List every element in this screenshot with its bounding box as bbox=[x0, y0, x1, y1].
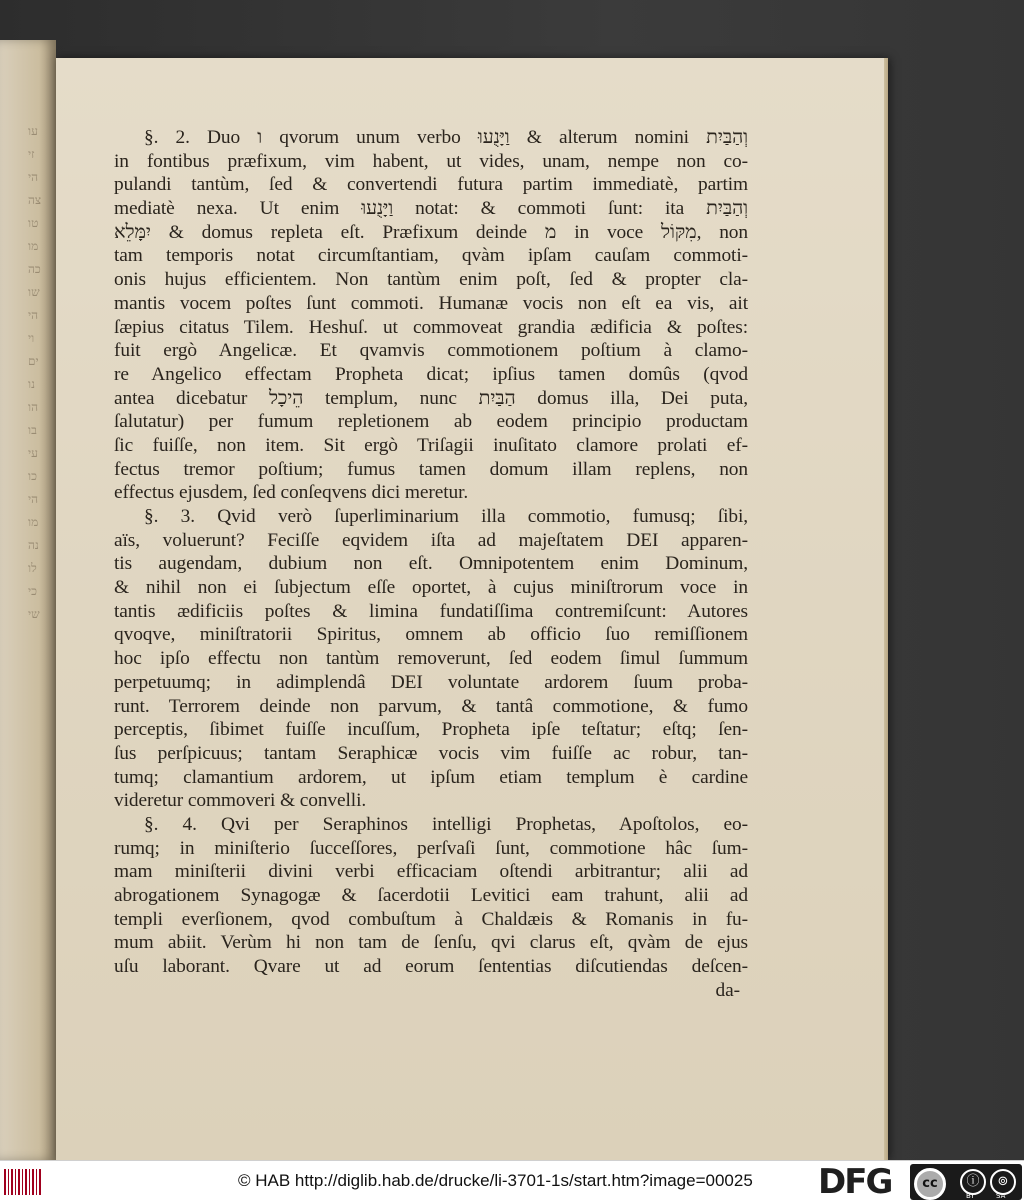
text-line: templi everſionem, qvod combuſtum à Chaldæis & Romanis in fu- bbox=[114, 908, 748, 930]
text-line: qvoqve, miniſtratorii Spiritus, omnem ab officio ſuo remiſſionem bbox=[114, 624, 748, 646]
footer-bar bbox=[0, 1160, 1024, 1203]
dfg-logo: DFG bbox=[818, 1162, 892, 1202]
page-edge bbox=[884, 58, 888, 1160]
text-line: mantis vocem poſtes ſunt commoti. Humanæ vocis non eſt ea vis, ait bbox=[114, 292, 748, 314]
text-line: hoc ipſo effectu non tantùm removerunt, ſed eodem ſimul ſummum bbox=[114, 648, 748, 670]
barcode-logo bbox=[4, 1169, 42, 1195]
text-line: §. 2. Duo ו qvorum unum verbo וַיָּנֻעוּ & alterum nomini וְהַבַּיִת bbox=[144, 127, 748, 148]
text-line: antea dicebatur הֵיכָל templum, nunc הַבַּיִת domus illa, Dei puta, bbox=[114, 387, 748, 409]
cc-logo-icon: cc bbox=[914, 1168, 946, 1200]
text-line: uſu laborant. Qvare ut ad eorum ſententias diſcutiendas deſcen- bbox=[114, 956, 748, 978]
text-line: fuit ergò Angelicæ. Et qvamvis commotionem poſtium à clamo- bbox=[114, 340, 748, 362]
text-line: יִמָּלֵא & domus repleta eſt. Præfixum deinde מ in voce מִקּוֹל, non bbox=[114, 221, 748, 243]
text-line: rumq; in miniſterio ſucceſſores, perſvaſi ſunt, commotione hâc ſum- bbox=[114, 837, 748, 859]
text-line: perpetuumq; in adimplendâ DEI voluntate ardorem ſuum proba- bbox=[114, 671, 748, 693]
bleed-through-text: עו זי הי צה טו מו כה שו הי וי ים נו הו בו עי כו הי מו נה לו כי שי bbox=[28, 124, 42, 621]
text-line: tam temporis notat circumſtantiam, qvàm ipſam cauſam commoti- bbox=[114, 245, 748, 267]
text-line: mam miniſterii divini verbi efficaciam oſtendi arbitrantur; alii ad bbox=[114, 861, 748, 883]
text-line: tumq; clamantium ardorem, ut ipſum etiam templum è cardine bbox=[114, 766, 748, 788]
text-line: perceptis, ſibimet fuiſſe incuſſum, Propheta ipſe teſtatur; eſtq; ſen- bbox=[114, 719, 748, 741]
text-line: re Angelico effectam Propheta dicat; ipſius tamen domûs (qvod bbox=[114, 363, 748, 385]
text-line: ſic fuiſſe, non item. Sit ergò Triſagii inuſitato clamore prolati ef- bbox=[114, 434, 748, 456]
page-text bbox=[114, 126, 748, 1002]
text-line: & nihil non ei ſubjectum eſſe oportet, à cujus miniſtrorum voce in bbox=[114, 577, 748, 599]
share-alike-icon: ⊚ bbox=[990, 1169, 1016, 1195]
text-line: effectus ejusdem, ſed conſeqvens dici meretur. bbox=[114, 482, 469, 504]
by-label: BY bbox=[966, 1192, 975, 1200]
text-line: §. 4. Qvi per Seraphinos intelligi Prophetas, Apoſtolos, eo- bbox=[144, 813, 748, 835]
text-line: onis hujus efficientem. Non tantùm enim poſt, ſed & propter cla- bbox=[114, 269, 748, 291]
text-line: runt. Terrorem deinde non parvum, & tantâ commotione, & fumo bbox=[114, 695, 748, 717]
text-line: da- bbox=[715, 979, 740, 1001]
text-line: tis augendam, dubium non eſt. Omnipotentem enim Dominum, bbox=[114, 553, 748, 575]
text-line: tantis ædificiis poſtes & limina fundatiſſima contremiſcunt: Autores bbox=[114, 600, 748, 622]
sa-label: SA bbox=[996, 1192, 1006, 1200]
text-line: in fontibus præfixum, vim habent, ut vides, unam, nempe non co- bbox=[114, 150, 748, 172]
text-line: ſalutatur) per fumum repletionem ab eodem principio productam bbox=[114, 411, 748, 433]
text-line: §. 3. Qvid verò ſuperliminarium illa commotio, fumusq; ſibi, bbox=[144, 506, 748, 527]
text-line: pulandi tantùm, ſed & convertendi futura partim immediatè, partim bbox=[114, 174, 748, 196]
text-line: ſus perſpicuus; tantam Seraphicæ vocis vim fuiſſe ac robur, tan- bbox=[114, 742, 748, 764]
scanned-page bbox=[56, 58, 888, 1160]
text-line: ſæpius citatus Tilem. Heshuſ. ut commoveat grandia ædificia & poſtes: bbox=[114, 316, 748, 338]
creative-commons-badge[interactable] bbox=[910, 1164, 1022, 1200]
text-line: mum abiit. Verùm hi non tam de ſenſu, qvi clarus eſt, qvàm de ejus bbox=[114, 932, 748, 954]
previous-page-edge bbox=[0, 40, 56, 1160]
text-line: fectus tremor poſtium; fumus tamen domum illam replens, non bbox=[114, 458, 748, 480]
text-line: aïs, voluerunt? Feciſſe eqvidem iſta ad majeſtatem DEI apparen- bbox=[114, 529, 748, 551]
text-line: mediatè nexa. Ut enim וַיָּנֻעוּ notat: & commoti ſunt: ita וְהַבַּיִת bbox=[114, 198, 748, 220]
copyright-link[interactable]: © HAB http://diglib.hab.de/drucke/li-3701-1s/start.htm?image=00025 bbox=[238, 1171, 753, 1190]
attribution-icon: ⓘ bbox=[960, 1169, 986, 1195]
text-line: abrogationem Synagogæ & ſacerdotii Levitici eam trahunt, alii ad bbox=[114, 885, 748, 906]
text-line: videretur commoveri & convelli. bbox=[114, 790, 367, 812]
